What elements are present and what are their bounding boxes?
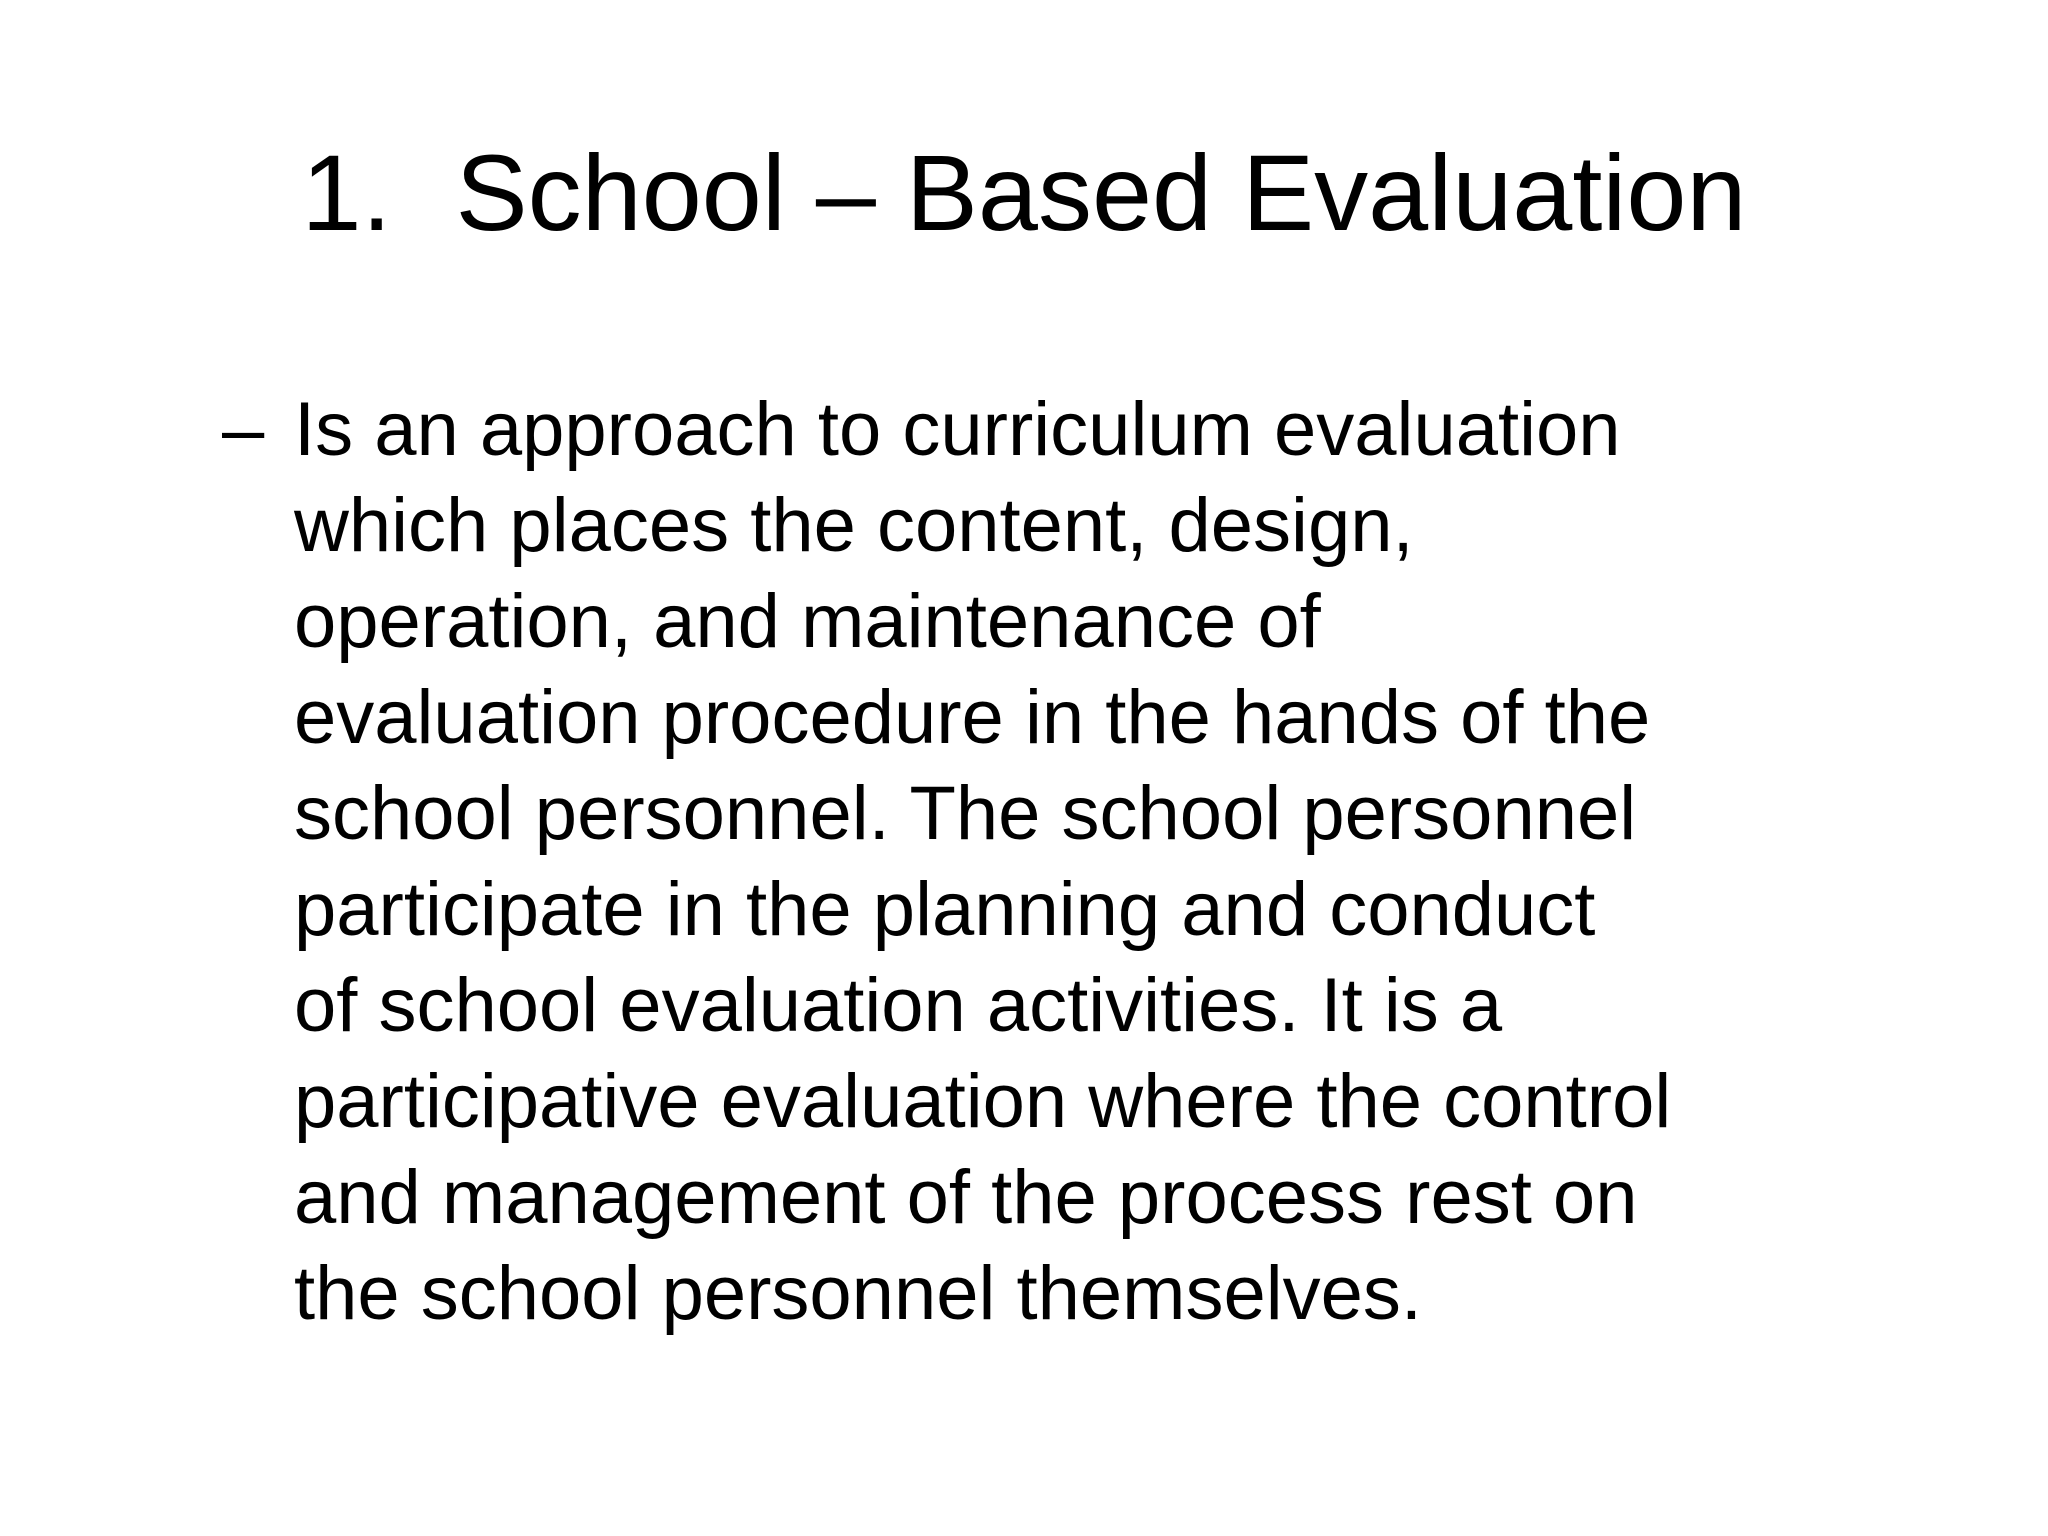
title-number: 1. bbox=[301, 132, 392, 253]
bullet-marker: – bbox=[222, 387, 265, 472]
title-text: School – Based Evaluation bbox=[455, 132, 1747, 253]
bullet-text: Is an approach to curriculum evaluation which places the content, design, operation, and maintenance of evaluation procedure in the hands of the school personnel. The school personnel participate in the planning and conduct of school evaluation activities. It is a participative evaluation where the control and management of the process rest on the school personnel themselves. bbox=[294, 387, 1672, 1336]
slide-title bbox=[0, 128, 2048, 258]
bullet-item bbox=[222, 382, 1942, 1342]
